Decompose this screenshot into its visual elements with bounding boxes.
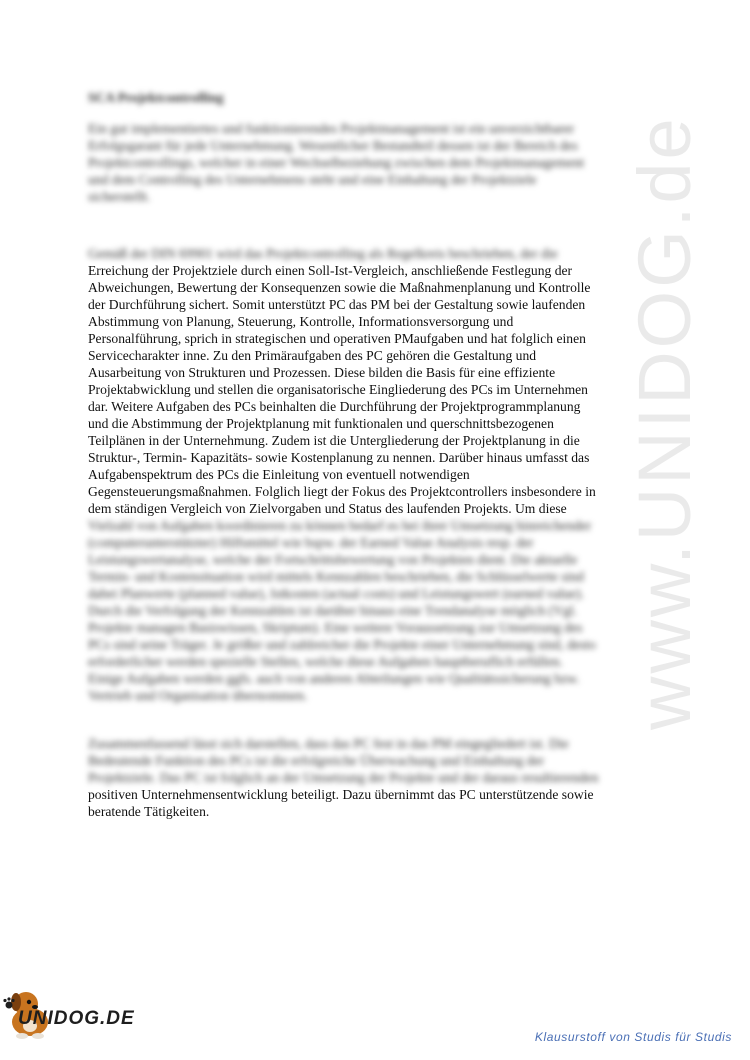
text-line: Einige Aufgaben werden ggfs. auch von anderen Abteilungen wie Qualitätssicherung bzw.	[88, 671, 580, 686]
text-line: und dem Controlling des Unternehmens steht und eine Einhaltung der Projektziele	[88, 172, 537, 187]
closing-paragraph	[88, 735, 673, 820]
text-line: Bedeutende Funktion des PCs ist die erfolgreiche Überwachung und Einhaltung der	[88, 753, 545, 768]
footer-tagline: Klausurstoff von Studis für Studis	[534, 1030, 732, 1044]
text-line: Struktur-, Termin- Kapazitäts- sowie Kostenplanung zu nennen. Darüber hinaus umfasst das	[88, 450, 590, 465]
text-line: Teilplänen in der Unternehmung. Zudem ist die Untergliederung der Projektplanung in die	[88, 433, 580, 448]
text-line: Abweichungen, Bewertung der Konsequenzen sowie die Maßnahmenplanung und Kontrolle	[88, 280, 591, 295]
text-line: Gegensteuerungsmaßnahmen. Folglich liegt der Fokus des Projektcontrollers insbesondere in	[88, 484, 596, 499]
text-line: Durch die Verfolgung der Kennzahlen ist darüber hinaus eine Trendanalyse möglich (Vgl.	[88, 603, 577, 618]
text-line: Abstimmung von Planung, Steuerung, Kontrolle, Informationsversorgung und	[88, 314, 514, 329]
text-line: erforderlicher werden spezielle Stellen, welche diese Aufgaben hauptberuflich erfüllen.	[88, 654, 563, 669]
text-line: Projektabwicklung und stellen die organisatorische Eingliederung des PCs im Unternehmen	[88, 382, 588, 397]
text-line: Gemäß der DIN 69901 wird das Projektcontrolling als Regelkreis beschrieben, der die	[88, 246, 558, 261]
text-line: Personalführung, sprich in strategischen und operativen PMaufgaben und hat folglich einen	[88, 331, 586, 346]
text-line: Projektziele. Das PC ist folglich an der Umsetzung der Projekte und der daraus resultierenden	[88, 770, 599, 785]
text-line: Zusammenfassend lässt sich darstellen, dass das PC fest in das PM eingegliedert ist. Die	[88, 736, 569, 751]
text-line: Projektcontrollings, welcher in einer Wechselbeziehung zwischen dem Projektmanagement	[88, 155, 585, 170]
text-line: Projekte managen Basiswissen, Skriptum). Eine weitere Voraussetzung zur Umsetzung des	[88, 620, 583, 635]
text-line: der Durchführung sichert. Somit unterstützt PC das PM bei der Gestaltung sowie laufenden	[88, 297, 586, 312]
intro-paragraph	[88, 120, 673, 205]
text-line: Erreichung der Projektziele durch einen Soll-Ist-Vergleich, anschließende Festlegung der	[88, 263, 573, 278]
text-line: beratende Tätigkeiten.	[88, 804, 210, 819]
text-line: Leistungswertanalyse, welche der Fortschrittsbewertung von Projekten dient. Die aktuelle	[88, 552, 578, 567]
text-line: sicherstellt.	[88, 189, 151, 204]
text-line: dabei Planwerte (planned value), Istkosten (actual costs) und Leistungswert (earned value).	[88, 586, 584, 601]
text-line: positiven Unternehmensentwicklung beteiligt. Dazu übernimmt das PC unterstützende sowie	[88, 787, 594, 802]
text-line: (computerunterstützter) Hilfsmittel wie bspw. der Earned Value Analysis resp. der	[88, 535, 534, 550]
text-line: Servicecharakter inne. Zu den Primäraufgaben des PC gehören die Gestaltung und	[88, 348, 537, 363]
text-line: Vielzahl von Aufgaben koordinieren zu können bedarf es bei ihrer Umsetzung hinreichender	[88, 518, 592, 533]
document-title: SCA Projektcontrolling	[88, 90, 224, 105]
text-line: dar. Weitere Aufgaben des PCs beinhalten die Durchführung der Projektprogrammplanung	[88, 399, 581, 414]
logo-text: UNIDOG.DE	[18, 1008, 135, 1029]
watermark: www.UNIDOG.de	[623, 115, 706, 730]
paw-icon	[2, 996, 16, 1010]
text-line: Vertrieb und Organisation übernommen.	[88, 688, 308, 703]
text-line: Ein gut implementiertes und funktionierendes Projektmanagement ist ein unverzichtbarer	[88, 121, 575, 136]
text-line: Ausarbeitung von Strukturen und Prozessen. Diese bilden die Basis für eine effiziente	[88, 365, 556, 380]
text-line: und die Abstimmung der Projektplanung mit funktionalen und querschnittsbezogenen	[88, 416, 554, 431]
text-line: dem ständigen Vergleich von Zielvorgaben und Status des laufenden Projekts. Um diese	[88, 501, 567, 516]
unidog-logo[interactable]	[4, 986, 135, 1040]
text-line: PCs sind seine Träger. Je größer und zahlreicher die Projekte einer Unternehmung sind, desto	[88, 637, 596, 652]
text-line: Aufgabenspektrum des PCs die Einleitung von eventuell notwendigen	[88, 467, 470, 482]
text-line: Termin- und Kostensituation wird mittels Kennzahlen beschrieben, die Schlüsselwerte sind	[88, 569, 584, 584]
text-line: Erfolgsgarant für jede Unternehmung. Wesentlicher Bestandteil dessen ist der Bereich des	[88, 138, 578, 153]
main-paragraph	[88, 245, 673, 704]
